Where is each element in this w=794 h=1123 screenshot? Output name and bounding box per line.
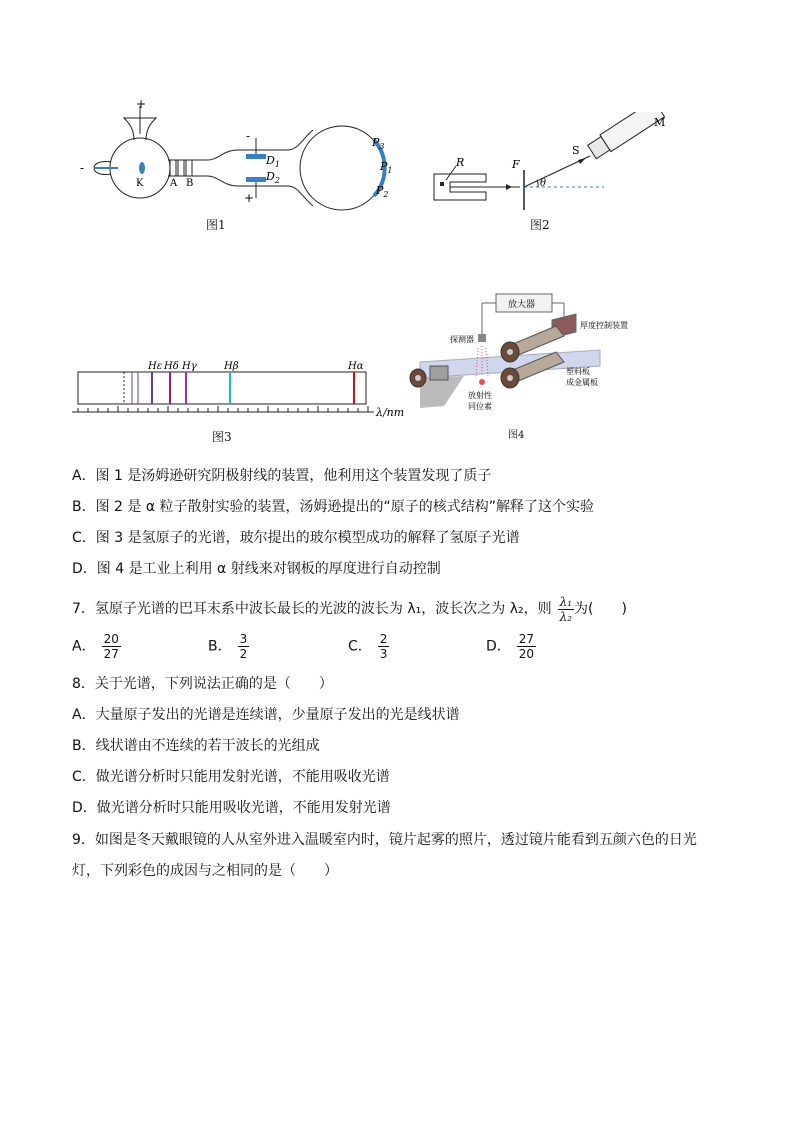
q7-ratio-den: λ₂ [559,609,573,624]
figure-2-caption: 图2 [530,218,550,232]
q7-option-b [208,632,249,661]
fig3-label-h-beta: Hβ [224,361,239,372]
q6-option-c: C．图 3 是氢原子的光谱，玻尔提出的玻尔模型成功的解释了氢原子光谱 [72,530,520,546]
figure-1-caption: 图1 [206,218,226,232]
q9-stem-line-1: 9．如图是冬天戴眼镜的人从室外进入温暖室内时，镜片起雾的照片，透过镜片能看到五颜六色的日光 [72,832,697,848]
fig1-plus-top: + [136,98,147,111]
fig1-label-p3: $P_3$ [372,136,385,151]
figure-4-caption: 图4 [508,430,525,441]
q7-option-a-num: 20 [103,632,119,646]
fig4-label-thickness-control: 厚度控制装置 [580,321,628,330]
fig4-label-source-1: 放射性 [468,391,492,400]
fig1-minus-plate: - [246,129,251,143]
q7-ratio-fraction [558,595,574,624]
q7-option-c-num: 2 [379,632,388,646]
figure-4-thickness-control [404,290,640,422]
fig1-label-p1: $P_1$ [380,160,393,175]
q8-option-c: C．做光谱分析时只能用发射光谱，不能用吸收光谱 [72,769,390,785]
q7-option-d-den: 20 [518,647,535,661]
fig2-label-theta: θ [540,178,547,189]
fig1-plus-plate: + [244,191,255,205]
fig2-label-s: S [572,144,580,157]
fig2-label-f: F [512,158,520,171]
q7-option-a-den: 27 [103,647,119,661]
fig1-minus-left: - [80,161,85,175]
fig3-label-h-gamma: Hγ [182,361,197,372]
q7-option-d-label: D． [486,638,511,655]
fig2-label-m: M [654,116,666,129]
fig1-label-a: A [170,178,178,189]
q6-option-b: B．图 2 是 α 粒子散射实验的装置，汤姆逊提出的“原子的核式结构”解释了这个实验 [72,499,595,515]
fig1-label-d1: $D_1$ [266,154,280,169]
q7-option-a [72,632,121,661]
q7-option-d [486,632,536,661]
q7-option-d-num: 27 [518,632,535,646]
q7-option-b-num: 3 [239,632,248,646]
q7-option-b-label: B． [208,638,232,655]
q7-option-a-label: A． [72,638,96,655]
q7-stem-post: 为( ) [574,601,627,617]
fig1-label-p2: $P_2$ [376,184,389,199]
fig1-label-b: B [186,178,194,189]
q7-option-b-den: 2 [239,647,248,661]
fig4-label-amplifier: 放大器 [508,300,536,310]
q7-ratio-num: λ₁ [559,594,573,609]
figure-1-cathode-ray-tube [78,98,398,216]
q9-stem-line-2: 灯，下列彩色的成因与之相同的是（ ） [72,863,338,879]
q8-option-d: D．做光谱分析时只能用吸收光谱，不能用发射光谱 [72,800,391,816]
figure-3-caption: 图3 [212,430,232,444]
q6-option-d: D．图 4 是工业上利用 α 射线来对钢板的厚度进行自动控制 [72,561,441,577]
q8-option-a: A．大量原子发出的光谱是连续谱，少量原子发出的光是线状谱 [72,707,460,723]
fig3-label-h-epsilon: Hε [148,361,163,372]
q8-option-b: B．线状谱由不连续的若干波长的光组成 [72,738,320,754]
q8-stem: 8．关于光谱，下列说法正确的是（ ） [72,676,333,692]
fig3-label-h-delta: Hδ [164,361,179,372]
q7-option-c-label: C． [348,638,372,655]
fig4-label-plate-1: 塑料板 [566,367,590,376]
fig4-label-detector: 探测器 [450,335,474,344]
fig3-label-h-alpha: Hα [348,361,364,372]
fig3-axis-label: λ/nm [376,406,405,419]
fig1-label-k: K [136,178,144,189]
fig4-label-plate-2: 成金属板 [566,378,598,387]
q7-stem [72,592,627,626]
q7-option-c-den: 3 [379,647,388,661]
figure-3-hydrogen-spectrum [72,356,412,420]
fig2-label-r: R [456,156,465,169]
q7-stem-pre: 7．氢原子光谱的巴耳末系中波长最长的光波的波长为 λ₁，波长次之为 λ₂，则 [72,601,552,617]
fig1-label-d2: $D_2$ [266,170,280,185]
figure-2-alpha-scattering [428,112,678,212]
fig4-label-source-2: 同位素 [468,402,492,411]
q6-option-a: A．图 1 是汤姆逊研究阴极射线的装置，他利用这个装置发现了质子 [72,468,492,484]
q7-option-c [348,632,389,661]
